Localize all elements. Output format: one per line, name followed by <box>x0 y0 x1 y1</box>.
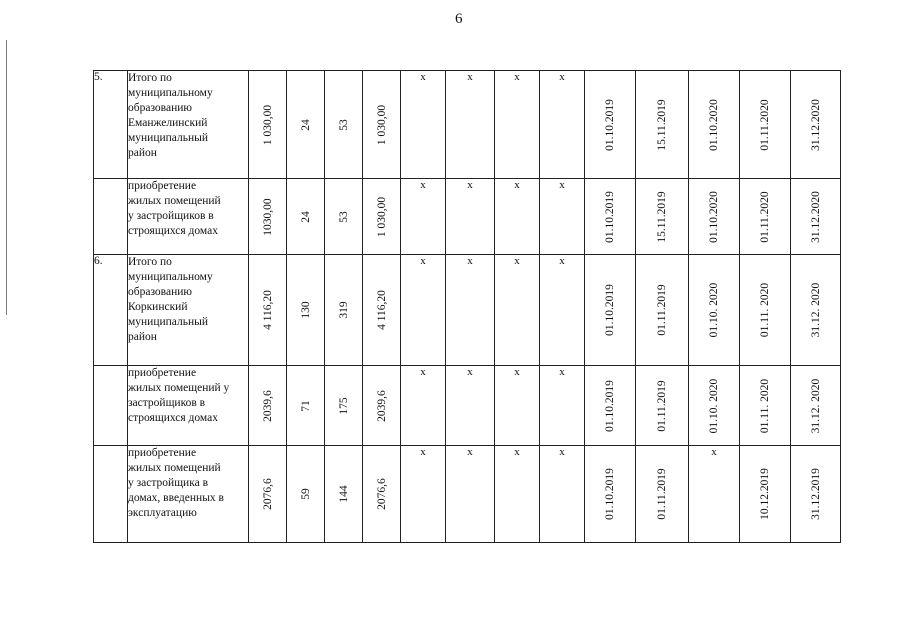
date-cell <box>636 446 689 543</box>
description-line: образованию <box>128 102 192 114</box>
description-line: приобретение <box>128 367 197 379</box>
description-line: Коркинский <box>128 301 188 313</box>
description-line: муниципальный <box>128 316 209 328</box>
date-cell-text: 01.11.2019 <box>656 284 668 336</box>
date-cell <box>740 366 791 446</box>
row-description <box>128 71 249 179</box>
description-line: жилых помещений <box>128 195 221 207</box>
area-total <box>363 179 401 255</box>
area-total-text: 2039,6 <box>375 389 388 422</box>
date-cell <box>791 446 841 543</box>
family-count-text: 130 <box>299 301 312 319</box>
empty-mark: x <box>495 366 540 446</box>
table-row <box>94 446 841 543</box>
empty-mark: x <box>540 255 585 366</box>
row-description <box>128 366 249 446</box>
row-number: 5. <box>94 71 128 179</box>
description-line: застройщиков в <box>128 397 206 409</box>
area-total-text: 1 030,00 <box>375 196 388 237</box>
people-count <box>325 71 363 179</box>
empty-mark: x <box>446 255 495 366</box>
date-cell-text: 01.11.2019 <box>656 379 668 432</box>
area-total-text: 1 030,00 <box>375 104 388 145</box>
empty-mark: x <box>495 179 540 255</box>
date-cell <box>740 255 791 366</box>
row-number <box>94 179 128 255</box>
description-line: муниципальному <box>128 271 213 283</box>
date-cell-text: 01.11.2020 <box>759 98 771 151</box>
area-value-text: 1030,00 <box>261 197 274 236</box>
date-cell <box>636 255 689 366</box>
date-cell-text: 01.10. 2020 <box>708 378 720 433</box>
description-line: у застройщиков в <box>128 210 214 222</box>
family-count <box>287 179 325 255</box>
empty-mark: x <box>401 366 446 446</box>
description-line: приобретение <box>128 180 197 192</box>
row-description <box>128 446 249 543</box>
description-line: район <box>128 331 157 343</box>
page-number: 6 <box>455 11 463 27</box>
family-count-text: 59 <box>299 488 312 500</box>
date-cell <box>689 179 740 255</box>
area-value-text: 4 116,20 <box>261 290 274 330</box>
date-cell <box>740 71 791 179</box>
date-cell <box>636 71 689 179</box>
date-cell-text: 01.10.2019 <box>604 190 616 243</box>
empty-mark: x <box>446 179 495 255</box>
empty-mark: x <box>446 366 495 446</box>
date-cell-text: 01.10.2020 <box>708 190 720 243</box>
date-cell <box>585 446 636 543</box>
empty-mark: x <box>401 446 446 543</box>
description-line: Итого по <box>128 72 172 84</box>
area-total <box>363 446 401 543</box>
date-cell-text: 01.10.2019 <box>604 379 616 432</box>
date-cell-text: 31.12.2019 <box>809 468 822 520</box>
description-line: строящихся домах <box>128 225 218 237</box>
people-count <box>325 179 363 255</box>
empty-mark: x <box>540 366 585 446</box>
area-total <box>363 366 401 446</box>
margin-line <box>6 40 7 315</box>
date-cell-text: 15.11.2019 <box>656 98 668 151</box>
date-cell <box>689 71 740 179</box>
date-cell <box>585 179 636 255</box>
table-row <box>94 366 841 446</box>
empty-mark: x <box>401 255 446 366</box>
area-value-text: 2039,6 <box>261 389 274 422</box>
people-count-text: 144 <box>337 485 350 503</box>
date-cell-text: 01.10.2019 <box>604 98 616 151</box>
people-count-text: 175 <box>337 396 350 415</box>
description-line: образованию <box>128 286 192 298</box>
empty-mark: x <box>495 71 540 179</box>
description-line: муниципальный <box>128 132 209 144</box>
empty-mark: x <box>401 179 446 255</box>
empty-mark: x <box>401 71 446 179</box>
area-value-text: 1 030,00 <box>261 104 274 145</box>
area-value <box>249 179 287 255</box>
empty-mark: x <box>495 446 540 543</box>
empty-mark: x <box>540 179 585 255</box>
people-count-text: 53 <box>337 118 350 131</box>
family-count <box>287 71 325 179</box>
area-total <box>363 255 401 366</box>
date-cell <box>689 366 740 446</box>
date-cell-text: 10.12.2019 <box>759 468 771 520</box>
date-cell-text: 31.12.2020 <box>809 98 822 151</box>
date-cell-text: 01.10.2020 <box>708 98 720 151</box>
description-line: Итого по <box>128 256 172 268</box>
empty-mark: x <box>446 446 495 543</box>
family-count-text: 24 <box>299 118 312 131</box>
area-value <box>249 446 287 543</box>
family-count <box>287 366 325 446</box>
date-cell <box>636 366 689 446</box>
table-row <box>94 179 841 255</box>
description-line: приобретение <box>128 447 197 459</box>
date-cell <box>689 255 740 366</box>
description-line: жилых помещений <box>128 462 221 474</box>
empty-mark: x <box>495 255 540 366</box>
empty-mark: x <box>540 446 585 543</box>
date-cell-text: 31.12.2020 <box>809 190 822 243</box>
date-cell <box>636 179 689 255</box>
empty-mark: x <box>540 71 585 179</box>
date-cell-text: 01.10.2019 <box>604 284 616 336</box>
table-row <box>94 255 841 366</box>
family-count <box>287 255 325 366</box>
row-number: 6. <box>94 255 128 366</box>
date-cell-text: 01.11.2020 <box>759 190 771 243</box>
date-cell-text: 31.12. 2020 <box>809 378 822 433</box>
date-cell-text: 01.11. 2020 <box>759 378 771 433</box>
family-count-text: 71 <box>299 399 312 412</box>
date-cell: x <box>689 446 740 543</box>
description-line: муниципальному <box>128 87 213 99</box>
area-value <box>249 366 287 446</box>
description-line: эксплуатацию <box>128 507 197 519</box>
area-total-text: 2076,6 <box>375 478 388 510</box>
schedule-table <box>93 70 841 543</box>
area-value <box>249 255 287 366</box>
date-cell <box>740 446 791 543</box>
area-total <box>363 71 401 179</box>
people-count-text: 319 <box>337 301 350 319</box>
date-cell-text: 31.12. 2020 <box>809 282 822 338</box>
area-total-text: 4 116,20 <box>375 290 388 330</box>
people-count <box>325 446 363 543</box>
people-count <box>325 255 363 366</box>
date-cell-text: 01.11. 2020 <box>759 282 771 338</box>
date-cell <box>585 366 636 446</box>
row-description <box>128 179 249 255</box>
people-count <box>325 366 363 446</box>
date-cell <box>791 179 841 255</box>
description-line: жилых помещений у <box>128 382 230 394</box>
description-line: район <box>128 147 157 159</box>
table-row <box>94 71 841 179</box>
area-value <box>249 71 287 179</box>
date-cell-text: 01.11.2019 <box>656 468 668 520</box>
area-value-text: 2076,6 <box>261 478 274 510</box>
row-number <box>94 366 128 446</box>
family-count-text: 24 <box>299 210 312 223</box>
description-line: домах, введенных в <box>128 492 224 504</box>
date-cell-text: 15.11.2019 <box>656 190 668 243</box>
date-cell <box>585 255 636 366</box>
description-line: у застройщика в <box>128 477 209 489</box>
family-count <box>287 446 325 543</box>
description-line: строящихся домах <box>128 412 218 424</box>
people-count-text: 53 <box>337 210 350 223</box>
date-cell <box>791 366 841 446</box>
row-description <box>128 255 249 366</box>
description-line: Еманжелинский <box>128 117 208 129</box>
date-cell <box>791 71 841 179</box>
date-cell <box>791 255 841 366</box>
date-cell-text: 01.10. 2020 <box>708 282 720 338</box>
date-cell-text: 01.10.2019 <box>604 468 616 520</box>
empty-mark: x <box>446 71 495 179</box>
date-cell <box>740 179 791 255</box>
row-number <box>94 446 128 543</box>
date-cell <box>585 71 636 179</box>
